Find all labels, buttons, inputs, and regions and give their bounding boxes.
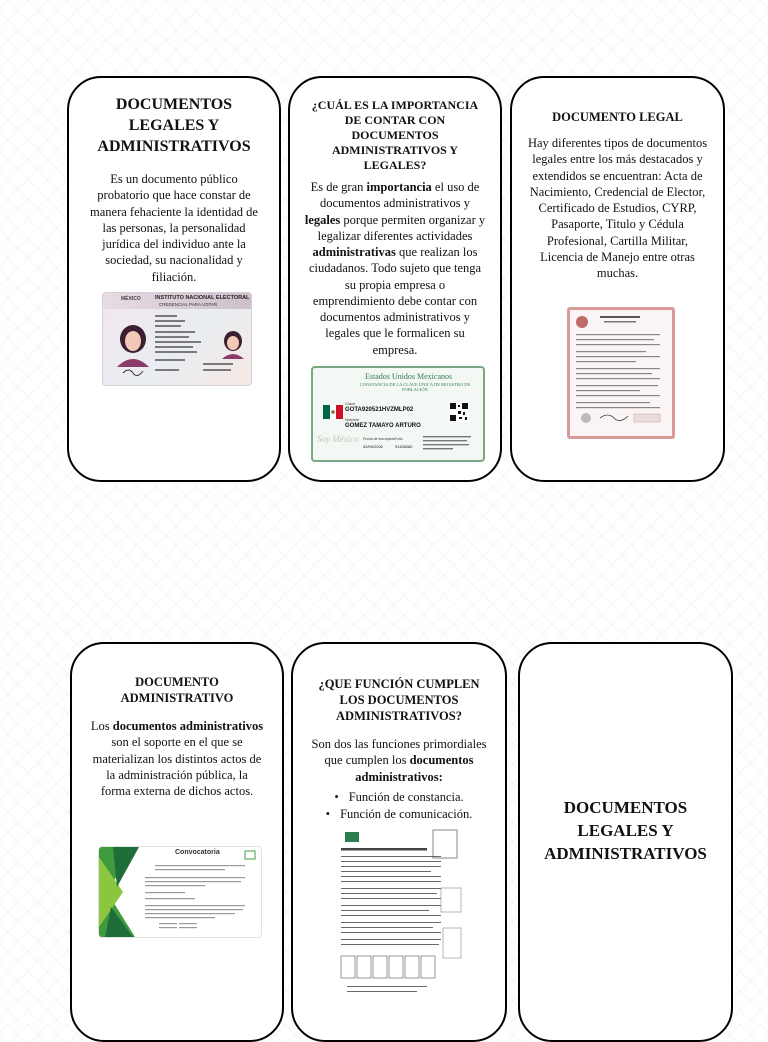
ine-main-portrait bbox=[117, 325, 149, 367]
ine-small-portrait bbox=[222, 331, 244, 359]
curp-folio: 91158282 bbox=[395, 444, 413, 449]
curp-header: Estados Unidos Mexicanos bbox=[365, 372, 453, 381]
curp-clave: GOTA920521HVZMLP02 bbox=[345, 407, 414, 413]
panel-text: Es de gran importancia el uso de documentos administrativos y legales porque permiten organizar y legalizar diferentes actividades administrativas que realizan los ciudadanos. Todo sujeto que tenga su propia empresa o emprendimiento debe contar con documentos administrativos y legales que le formalicen su empresa. bbox=[304, 180, 486, 357]
panel-title: DOCUMENTO LEGAL bbox=[552, 110, 683, 124]
curp-folio-label: Folio bbox=[395, 437, 403, 441]
curp-subheader: CONSTANCIA DE LA CLAVE ÚNICA DE REGISTRO DE POBLACIÓN bbox=[359, 382, 471, 392]
curp-slogan: Soy México bbox=[317, 434, 359, 444]
panel-documentos-legales bbox=[67, 76, 281, 482]
ine-signature bbox=[123, 370, 143, 376]
curp-nombre: GOMEZ TAMAYO ARTURO bbox=[345, 423, 421, 429]
panel-documento-administrativo bbox=[70, 642, 284, 1042]
curp-nombre-label: Nombre bbox=[345, 417, 360, 422]
panel-title: ¿QUE FUNCIÓN CUMPLEN LOS DOCUMENTOS ADMINISTRATIVOS? bbox=[318, 677, 480, 723]
ine-institute-label: INSTITUTO NACIONAL ELECTORAL bbox=[155, 295, 250, 301]
funciones-list bbox=[307, 789, 491, 823]
panel-text: Es un documento público probatorio que hace constar de manera fehaciente la identidad de las personas, la personalidad jurídica del individuo ante la sociedad, su nacionalidad y filiación. bbox=[90, 172, 258, 284]
convocatoria-green-shapes bbox=[99, 847, 261, 937]
curp-fecha-label: Fecha de inscripción bbox=[363, 437, 396, 441]
panel-funciones bbox=[291, 642, 507, 1042]
ine-data-lines bbox=[155, 315, 233, 371]
curp-fecha: 02/09/2002 bbox=[363, 444, 384, 449]
certificate-content-lines bbox=[570, 310, 666, 430]
panel-documento-legal bbox=[510, 76, 725, 482]
ine-credential-label: CREDENCIAL PARA VOTAR bbox=[159, 302, 218, 307]
panel-cover bbox=[518, 642, 733, 1042]
qr-code-icon bbox=[449, 402, 469, 422]
mexico-flag-icon bbox=[323, 405, 343, 419]
panel-importancia bbox=[288, 76, 502, 482]
panel-title: DOCUMENTOS LEGALES Y ADMINISTRATIVOS bbox=[97, 96, 251, 155]
list-item: • Función de comunicación. bbox=[307, 806, 491, 823]
birth-certificate-image bbox=[567, 307, 675, 439]
panel-text: Los documentos administrativos son el soporte en el que se materializan los distintos actos de la administración pública, la forma externa de dichos actos. bbox=[90, 719, 264, 798]
panel-text: Son dos las funciones primordiales que cumplen los documentos administrativos: bbox=[311, 737, 487, 784]
convocatoria-title: Convocatoria bbox=[175, 849, 220, 856]
ine-voter-card-image bbox=[102, 292, 252, 386]
curp-document-image bbox=[311, 366, 485, 462]
ine-country-label: MÉXICO bbox=[121, 296, 141, 302]
panel-text: Hay diferentes tipos de documentos legales entre los más destacados y extendidos se encuentran: Acta de Nacimiento, Credencial de Elector, Certificado de Estudios, CYRP, Pasaporte, Titulo y Cédula Profesional, Cartilla Militar, Licencia de Manejo entre otras muchas. bbox=[527, 136, 708, 280]
curp-fine-print bbox=[423, 435, 473, 451]
ine-portrait-illustration bbox=[103, 293, 251, 385]
curp-clave-label: Clave bbox=[345, 401, 356, 406]
convocatoria-document-image bbox=[98, 846, 262, 938]
list-item: • Función de constancia. bbox=[307, 789, 491, 806]
form-content-lines bbox=[337, 828, 467, 1000]
panel-title: DOCUMENTO ADMINISTRATIVO bbox=[120, 675, 234, 705]
administrative-form-image bbox=[337, 828, 467, 1000]
cover-title: DOCUMENTOS LEGALES Y ADMINISTRATIVOS bbox=[544, 797, 707, 863]
panel-title: ¿CUÁL ES LA IMPORTANCIA DE CONTAR CON DOCUMENTOS ADMINISTRATIVOS Y LEGALES? bbox=[311, 98, 479, 172]
